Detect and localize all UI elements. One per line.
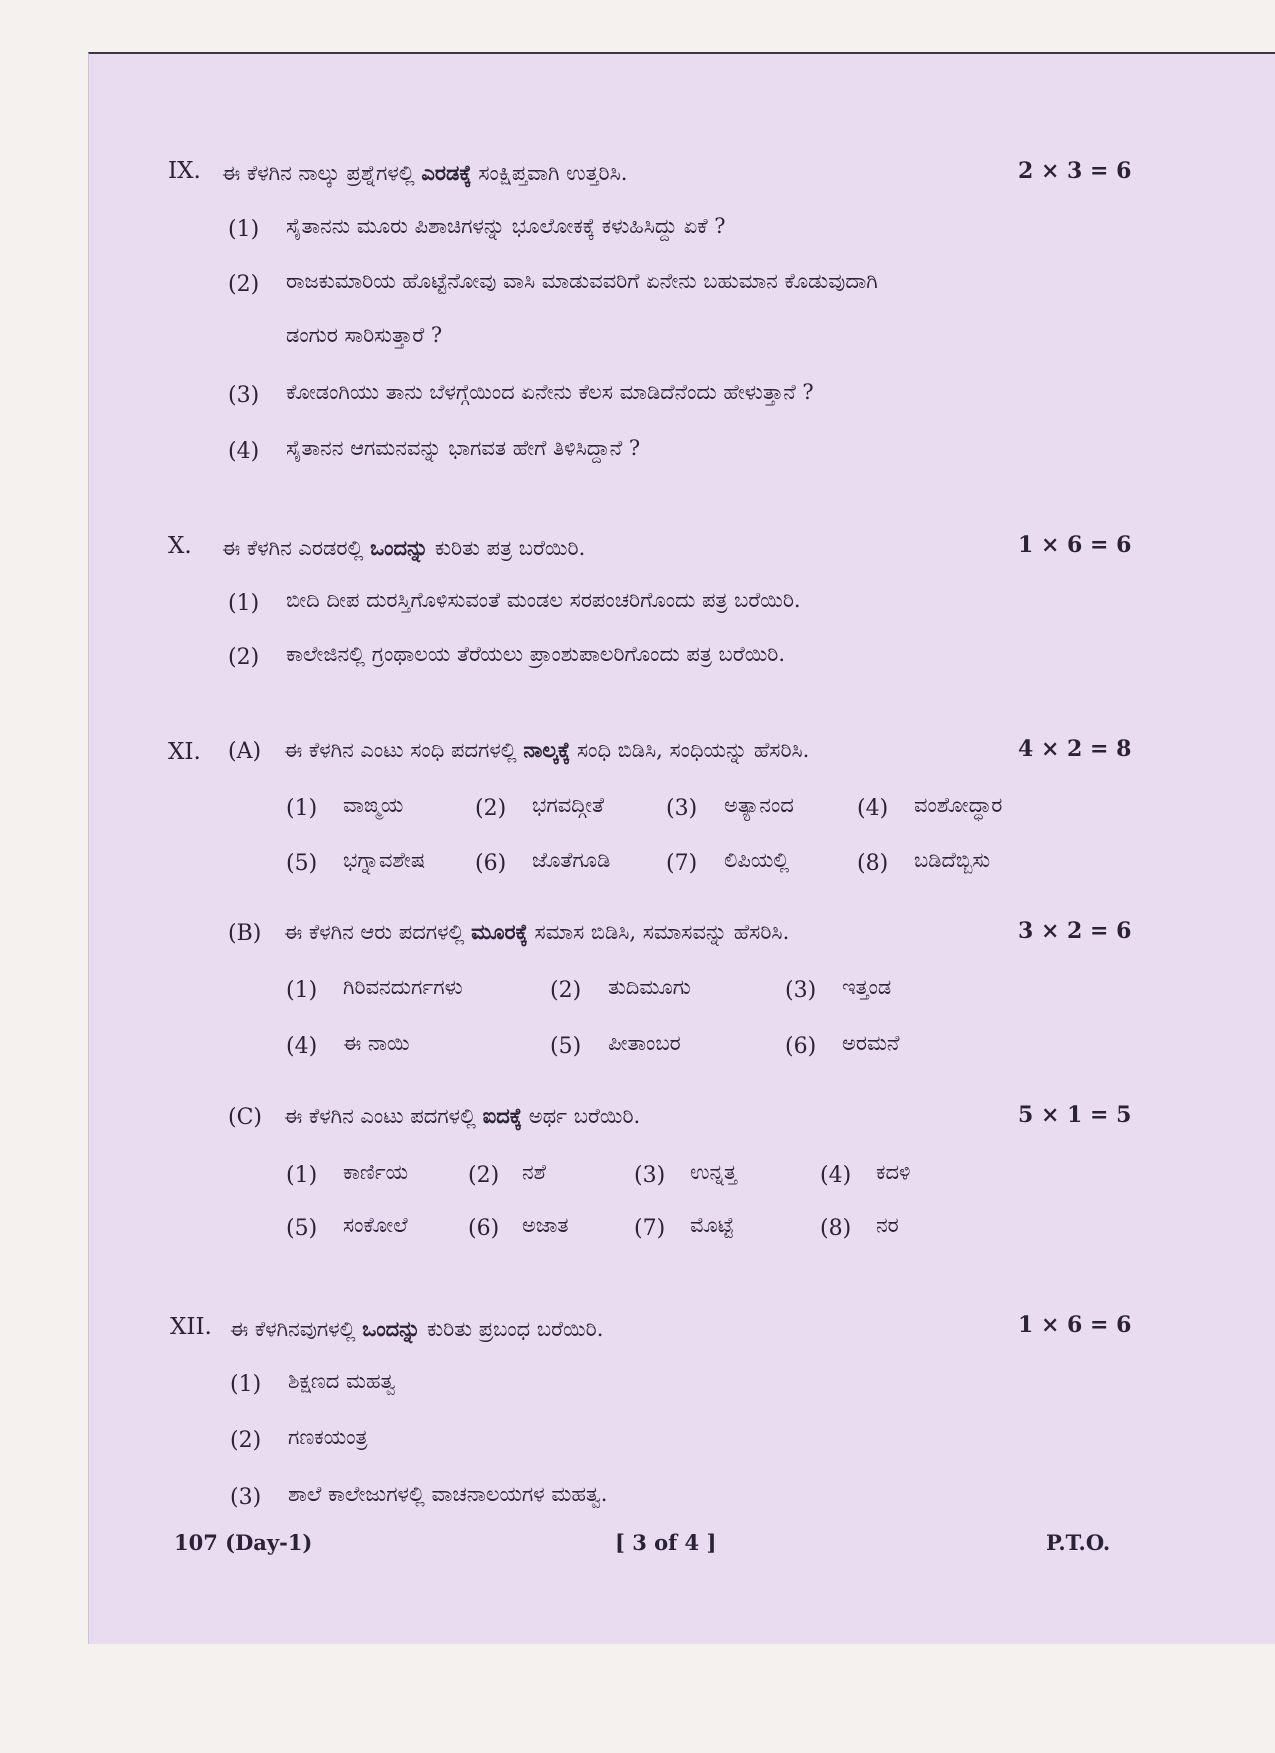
item-text: ಶಾಲೆ ಕಾಲೇಜುಗಳಲ್ಲಿ ವಾಚನಾಲಯಗಳ ಮಹತ್ವ. bbox=[288, 1482, 608, 1506]
marks-label: 1 × 6 = 6 bbox=[1018, 532, 1132, 558]
question-text: ಈ ಕೆಳಗಿನ ನಾಲ್ಕು ಪ್ರಶ್ನೆಗಳಲ್ಲಿ ಎರಡಕ್ಕೆ ಸಂಕ್ಷಿಪ್ತವಾಗಿ ಉತ್ತರಿಸಿ. bbox=[222, 160, 628, 185]
item-number: (2) bbox=[228, 272, 260, 297]
word-number: (5) bbox=[550, 1034, 582, 1059]
word-number: (6) bbox=[468, 1216, 500, 1241]
word: ಭಗವದ್ಗೀತೆ bbox=[532, 793, 604, 817]
word-number: (4) bbox=[857, 796, 889, 821]
part-label: (A) bbox=[228, 739, 262, 764]
question-number: X. bbox=[168, 533, 192, 559]
item-text: ಕೋಡಂಗಿಯು ತಾನು ಬೆಳಗ್ಗೆಯಿಂದ ಏನೇನು ಕೆಲಸ ಮಾಡಿದೆನೆಂದು ಹೇಳುತ್ತಾನೆ ? bbox=[286, 380, 814, 404]
part-label: (C) bbox=[228, 1105, 262, 1130]
word: ಈ ನಾಯಿ bbox=[343, 1031, 410, 1055]
word-number: (2) bbox=[475, 796, 507, 821]
word: ತುದಿಮೂಗು bbox=[608, 975, 691, 999]
word-number: (3) bbox=[785, 978, 817, 1003]
word: ಸಂಕೋಲೆ bbox=[343, 1213, 408, 1237]
marks-label: 2 × 3 = 6 bbox=[1018, 158, 1132, 184]
word: ಲಿಪಿಯಲ್ಲಿ bbox=[724, 848, 790, 872]
word: ಉನ್ನತ್ತ bbox=[690, 1160, 737, 1184]
word: ನರ bbox=[876, 1213, 899, 1237]
question-text: ಈ ಕೆಳಗಿನವುಗಳಲ್ಲಿ ಒಂದನ್ನು ಕುರಿತು ಪ್ರಬಂಧ ಬರೆಯಿರಿ. bbox=[230, 1316, 604, 1341]
item-text: ಸೈತಾನನು ಮೂರು ಪಿಶಾಚಿಗಳನ್ನು ಭೂಲೋಕಕ್ಕೆ ಕಳುಹಿಸಿದ್ದು ಏಕೆ ? bbox=[286, 214, 726, 238]
word: ನಶೆ bbox=[522, 1160, 547, 1184]
word: ಕದಳಿ bbox=[876, 1160, 911, 1184]
word-number: (4) bbox=[820, 1163, 852, 1188]
part-text: ಈ ಕೆಳಗಿನ ಎಂಟು ಸಂಧಿ ಪದಗಳಲ್ಲಿ ನಾಲ್ಕಕ್ಕೆ ಸಂಧಿ ಬಿಡಿಸಿ, ಸಂಧಿಯನ್ನು ಹೆಸರಿಸಿ. bbox=[284, 737, 810, 762]
marks-label: 4 × 2 = 8 bbox=[1018, 736, 1132, 762]
item-number: (1) bbox=[228, 217, 260, 242]
word: ಗಿರಿವನದುರ್ಗಗಳು bbox=[343, 975, 463, 999]
word: ವಾಙ್ಮಯ bbox=[343, 793, 404, 817]
word: ಅಜಾತ bbox=[522, 1213, 569, 1237]
marks-label: 5 × 1 = 5 bbox=[1018, 1102, 1132, 1128]
word-number: (1) bbox=[286, 796, 318, 821]
word: ಕಾರ್ಣಿಯ bbox=[343, 1160, 409, 1184]
part-text: ಈ ಕೆಳಗಿನ ಎಂಟು ಪದಗಳಲ್ಲಿ ಐದಕ್ಕೆ ಅರ್ಥ ಬರೆಯಿರಿ. bbox=[284, 1103, 641, 1128]
item-text: ರಾಜಕುಮಾರಿಯ ಹೊಟ್ಟೆನೋವು ವಾಸಿ ಮಾಡುವವರಿಗೆ ಏನೇನು ಬಹುಮಾನ ಕೊಡುವುದಾಗಿ bbox=[286, 269, 878, 293]
item-text: ಸೈತಾನನ ಆಗಮನವನ್ನು ಭಾಗವತ ಹೇಗೆ ತಿಳಿಸಿದ್ದಾನೆ ? bbox=[286, 436, 641, 460]
word-number: (2) bbox=[468, 1163, 500, 1188]
word-number: (6) bbox=[785, 1034, 817, 1059]
item-text: ಕಾಲೇಜಿನಲ್ಲಿ ಗ್ರಂಥಾಲಯ ತೆರೆಯಲು ಪ್ರಾಂಶುಪಾಲರಿಗೊಂದು ಪತ್ರ ಬರೆಯಿರಿ. bbox=[286, 642, 786, 666]
page-number: [ 3 of 4 ] bbox=[615, 1530, 717, 1555]
question-text: ಈ ಕೆಳಗಿನ ಎರಡರಲ್ಲಿ ಒಂದನ್ನು ಕುರಿತು ಪತ್ರ ಬರೆಯಿರಿ. bbox=[222, 535, 586, 560]
question-number: XI. bbox=[168, 739, 201, 765]
item-number: (4) bbox=[228, 439, 260, 464]
word: ಇತ್ತಂಡ bbox=[842, 975, 892, 999]
part-text: ಈ ಕೆಳಗಿನ ಆರು ಪದಗಳಲ್ಲಿ ಮೂರಕ್ಕೆ ಸಮಾಸ ಬಿಡಿಸಿ, ಸಮಾಸವನ್ನು ಹೆಸರಿಸಿ. bbox=[284, 919, 790, 944]
word-number: (7) bbox=[634, 1216, 666, 1241]
word-number: (3) bbox=[666, 796, 698, 821]
word-number: (8) bbox=[857, 851, 889, 876]
word: ಬಡಿದೆಬ್ಬಿಸು bbox=[914, 848, 991, 872]
item-number: (3) bbox=[230, 1485, 262, 1510]
item-number: (1) bbox=[230, 1372, 262, 1397]
item-number: (1) bbox=[228, 591, 260, 616]
marks-label: 1 × 6 = 6 bbox=[1018, 1312, 1132, 1338]
word-number: (5) bbox=[286, 1216, 318, 1241]
question-number: IX. bbox=[168, 158, 201, 184]
item-number: (2) bbox=[228, 645, 260, 670]
item-number: (3) bbox=[228, 383, 260, 408]
word-number: (4) bbox=[286, 1034, 318, 1059]
word: ಅತ್ಯಾನಂದ bbox=[724, 793, 794, 817]
item-text: ಬೀದಿ ದೀಪ ದುರಸ್ತಿಗೊಳಿಸುವಂತೆ ಮಂಡಲ ಸರಪಂಚರಿಗೊಂದು ಪತ್ರ ಬರೆಯಿರಿ. bbox=[286, 588, 801, 612]
word-number: (7) bbox=[666, 851, 698, 876]
word: ಅರಮನೆ bbox=[842, 1031, 900, 1055]
word: ಜೊತೆಗೂಡಿ bbox=[532, 848, 611, 872]
paper-code: 107 (Day-1) bbox=[174, 1530, 313, 1555]
word-number: (6) bbox=[475, 851, 507, 876]
item-number: (2) bbox=[230, 1428, 262, 1453]
item-text-continued: ಡಂಗುರ ಸಾರಿಸುತ್ತಾರೆ ? bbox=[286, 323, 443, 347]
word: ಭಗ್ನಾವಶೇಷ bbox=[343, 848, 426, 872]
item-text: ಶಿಕ್ಷಣದ ಮಹತ್ವ bbox=[288, 1369, 396, 1393]
question-number: XII. bbox=[170, 1314, 212, 1340]
word: ವಂಶೋದ್ಧಾರ bbox=[914, 793, 1003, 817]
word-number: (1) bbox=[286, 978, 318, 1003]
marks-label: 3 × 2 = 6 bbox=[1018, 918, 1132, 944]
word-number: (3) bbox=[634, 1163, 666, 1188]
word: ಮೊಟ್ಟೆ bbox=[690, 1213, 734, 1237]
word-number: (8) bbox=[820, 1216, 852, 1241]
item-text: ಗಣಕಯಂತ್ರ bbox=[288, 1425, 368, 1449]
word-number: (2) bbox=[550, 978, 582, 1003]
part-label: (B) bbox=[228, 921, 262, 946]
pto-label: P.T.O. bbox=[1046, 1530, 1111, 1555]
word: ಪೀತಾಂಬರ bbox=[608, 1031, 681, 1055]
word-number: (5) bbox=[286, 851, 318, 876]
word-number: (1) bbox=[286, 1163, 318, 1188]
